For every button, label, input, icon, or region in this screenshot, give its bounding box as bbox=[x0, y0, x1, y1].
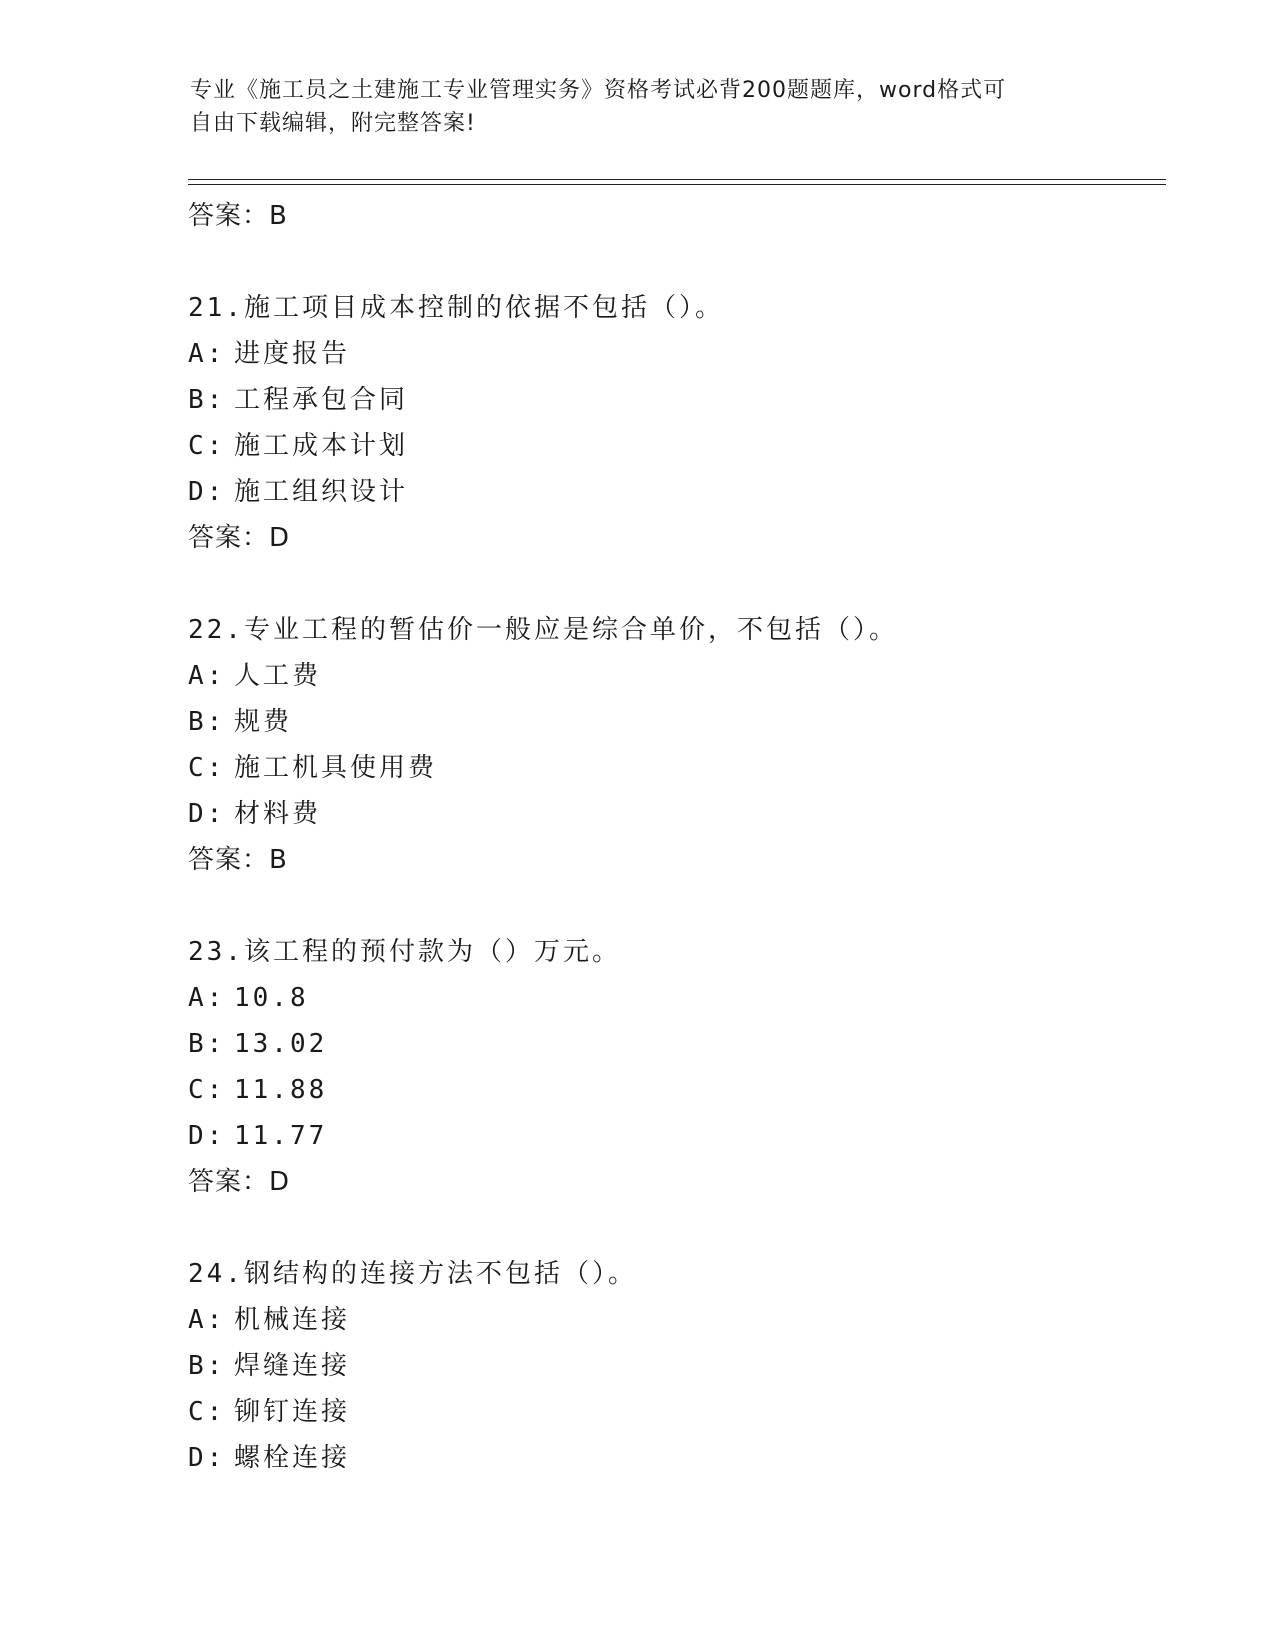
option-text: 铆钉连接 bbox=[234, 1397, 351, 1427]
option-text: 材料费 bbox=[234, 799, 322, 829]
option-label: B: bbox=[188, 385, 226, 415]
option-label: C: bbox=[188, 1075, 226, 1105]
option-text: 螺栓连接 bbox=[234, 1443, 351, 1473]
header-line-2: 自由下载编辑，附完整答案! bbox=[190, 111, 476, 136]
option-b bbox=[188, 1021, 1148, 1067]
spacer bbox=[188, 239, 1148, 285]
question-block-22 bbox=[188, 607, 1148, 883]
option-label: D: bbox=[188, 1443, 226, 1473]
option-d bbox=[188, 1435, 1148, 1481]
option-b bbox=[188, 377, 1148, 423]
option-label: A: bbox=[188, 983, 226, 1013]
option-text: 规费 bbox=[234, 707, 293, 737]
question-block-23 bbox=[188, 929, 1148, 1205]
option-label: B: bbox=[188, 1351, 226, 1381]
option-b bbox=[188, 1343, 1148, 1389]
option-d bbox=[188, 1113, 1148, 1159]
option-label: A: bbox=[188, 1305, 226, 1335]
question-stem: 21.施工项目成本控制的依据不包括（）。 bbox=[188, 293, 724, 323]
option-label: A: bbox=[188, 661, 226, 691]
option-label: B: bbox=[188, 1029, 226, 1059]
option-b bbox=[188, 699, 1148, 745]
option-text: 施工组织设计 bbox=[234, 477, 409, 507]
option-c bbox=[188, 1389, 1148, 1435]
question-stem: 24.钢结构的连接方法不包括（）。 bbox=[188, 1259, 637, 1289]
option-text: 焊缝连接 bbox=[234, 1351, 351, 1381]
option-d bbox=[188, 791, 1148, 837]
option-text: 13.02 bbox=[234, 1029, 328, 1059]
question-stem: 23.该工程的预付款为（）万元。 bbox=[188, 937, 621, 967]
option-label: D: bbox=[188, 1121, 226, 1151]
spacer bbox=[188, 883, 1148, 929]
option-label: A: bbox=[188, 339, 226, 369]
question-block-21 bbox=[188, 285, 1148, 561]
option-c bbox=[188, 745, 1148, 791]
option-a bbox=[188, 975, 1148, 1021]
option-text: 11.77 bbox=[234, 1121, 328, 1151]
document-header bbox=[190, 74, 1090, 140]
spacer bbox=[188, 561, 1148, 607]
spacer bbox=[188, 1205, 1148, 1251]
question-stem: 22.专业工程的暂估价一般应是综合单价，不包括（）。 bbox=[188, 615, 898, 645]
option-text: 施工成本计划 bbox=[234, 431, 409, 461]
option-c bbox=[188, 423, 1148, 469]
question-block-24 bbox=[188, 1251, 1148, 1481]
header-divider-top bbox=[188, 179, 1166, 180]
option-label: C: bbox=[188, 1397, 226, 1427]
option-text: 工程承包合同 bbox=[234, 385, 409, 415]
option-label: D: bbox=[188, 799, 226, 829]
option-text: 机械连接 bbox=[234, 1305, 351, 1335]
option-label: B: bbox=[188, 707, 226, 737]
option-text: 10.8 bbox=[234, 983, 309, 1013]
option-label: C: bbox=[188, 753, 226, 783]
option-label: C: bbox=[188, 431, 226, 461]
previous-answer: 答案：B bbox=[188, 201, 288, 231]
header-divider-bottom bbox=[188, 184, 1166, 185]
answer-line: 答案：B bbox=[188, 845, 288, 875]
option-a bbox=[188, 653, 1148, 699]
option-text: 11.88 bbox=[234, 1075, 328, 1105]
option-d bbox=[188, 469, 1148, 515]
header-line-1: 专业《施工员之土建施工专业管理实务》资格考试必背200题题库，word格式可 bbox=[190, 78, 1007, 103]
option-text: 人工费 bbox=[234, 661, 322, 691]
option-label: D: bbox=[188, 477, 226, 507]
answer-line: 答案：D bbox=[188, 523, 291, 553]
option-a bbox=[188, 1297, 1148, 1343]
option-a bbox=[188, 331, 1148, 377]
option-text: 进度报告 bbox=[234, 339, 351, 369]
option-c bbox=[188, 1067, 1148, 1113]
answer-line: 答案：D bbox=[188, 1167, 291, 1197]
option-text: 施工机具使用费 bbox=[234, 753, 438, 783]
question-list bbox=[188, 193, 1148, 1481]
